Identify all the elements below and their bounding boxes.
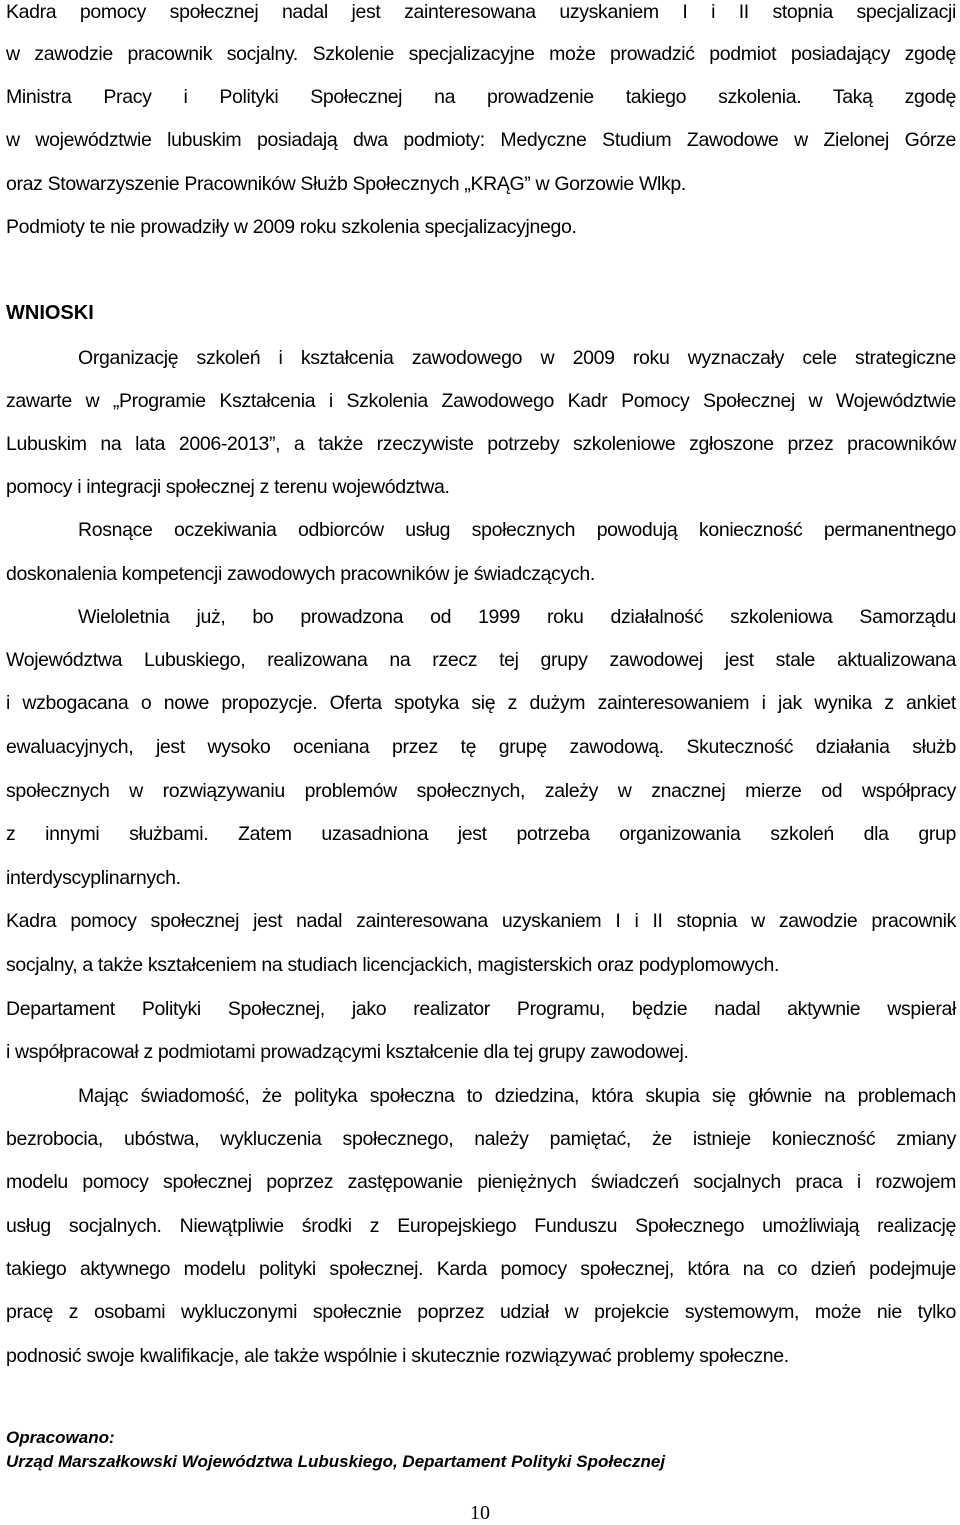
text-line: Kadra pomocy społecznej jest nadal zainteresowana uzyskaniem I i II stopnia w zawodzie pracownik (6, 910, 956, 932)
footer-author: Urząd Marszałkowski Województwa Lubuskiego, Departament Polityki Społecznej (6, 1452, 666, 1471)
text-line: Lubuskim na lata 2006-2013”, a także rzeczywiste potrzeby szkoleniowe zgłoszone przez pracowników (6, 433, 956, 455)
text-line: Podmioty te nie prowadziły w 2009 roku szkolenia specjalizacyjnego. (6, 216, 577, 238)
text-line: Mając świadomość, że polityka społeczna to dziedzina, która skupia się głównie na problemach (78, 1085, 956, 1107)
text-line: oraz Stowarzyszenie Pracowników Służb Społecznych „KRĄG” w Gorzowie Wlkp. (6, 173, 686, 195)
text-line: Województwa Lubuskiego, realizowana na rzecz tej grupy zawodowej jest stale aktualizowana (6, 649, 956, 671)
footer-label: Opracowano: (6, 1428, 115, 1447)
text-line: społecznych w rozwiązywaniu problemów społecznych, zależy w znacznej mierze od współpracy (6, 780, 956, 802)
text-line: z innymi służbami. Zatem uzasadniona jest potrzeba organizowania szkoleń dla grup (6, 823, 956, 845)
text-line: usług socjalnych. Niewątpliwie środki z Europejskiego Funduszu Społecznego umożliwiają realizację (6, 1215, 956, 1237)
text-line: ewaluacyjnych, jest wysoko oceniana przez tę grupę zawodową. Skuteczność działania służb (6, 736, 956, 758)
text-line: w województwie lubuskim posiadają dwa podmioty: Medyczne Studium Zawodowe w Zielonej Górze (6, 129, 956, 151)
text-line: Rosnące oczekiwania odbiorców usług społecznych powodują konieczność permanentnego (78, 519, 956, 541)
text-line: bezrobocia, ubóstwa, wykluczenia społecznego, należy pamiętać, że istnieje konieczność zmiany (6, 1128, 956, 1150)
text-line: pracę z osobami wykluczonymi społecznie poprzez udział w projekcie systemowym, może nie tylko (6, 1301, 956, 1323)
text-line: Kadra pomocy społecznej nadal jest zainteresowana uzyskaniem I i II stopnia specjalizacji (6, 1, 956, 23)
text-line: pomocy i integracji społecznej z terenu województwa. (6, 476, 450, 498)
text-line: Wieloletnia już, bo prowadzona od 1999 roku działalność szkoleniowa Samorządu (78, 606, 956, 628)
text-line: socjalny, a także kształceniem na studiach licencjackich, magisterskich oraz podyplomowych. (6, 954, 780, 976)
text-line: takiego aktywnego modelu polityki społecznej. Karda pomocy społecznej, która na co dzień podejmuje (6, 1258, 956, 1280)
text-line: interdyscyplinarnych. (6, 867, 181, 889)
text-line: i współpracował z podmiotami prowadzącymi kształcenie dla tej grupy zawodowej. (6, 1041, 689, 1063)
text-line: i wzbogacana o nowe propozycje. Oferta spotyka się z dużym zainteresowaniem i jak wynika z ankiet (6, 692, 956, 714)
text-line: podnosić swoje kwalifikacje, ale także wspólnie i skutecznie rozwiązywać problemy społeczne. (6, 1345, 789, 1367)
page-number: 10 (470, 1502, 490, 1524)
text-line: Departament Polityki Społecznej, jako realizator Programu, będzie nadal aktywnie wspierał (6, 998, 956, 1020)
text-line: zawarte w „Programie Kształcenia i Szkolenia Zawodowego Kadr Pomocy Społecznej w Województwie (6, 390, 956, 412)
section-heading: WNIOSKI (6, 302, 94, 324)
text-line: w zawodzie pracownik socjalny. Szkolenie specjalizacyjne może prowadzić podmiot posiadający zgodę (6, 43, 956, 65)
text-line: Organizację szkoleń i kształcenia zawodowego w 2009 roku wyznaczały cele strategiczne (78, 347, 956, 369)
text-line: modelu pomocy społecznej poprzez zastępowanie pieniężnych świadczeń socjalnych praca i rozwojem (6, 1171, 956, 1193)
text-line: Ministra Pracy i Polityki Społecznej na prowadzenie takiego szkolenia. Taką zgodę (6, 86, 956, 108)
text-line: doskonalenia kompetencji zawodowych pracowników je świadczących. (6, 563, 595, 585)
